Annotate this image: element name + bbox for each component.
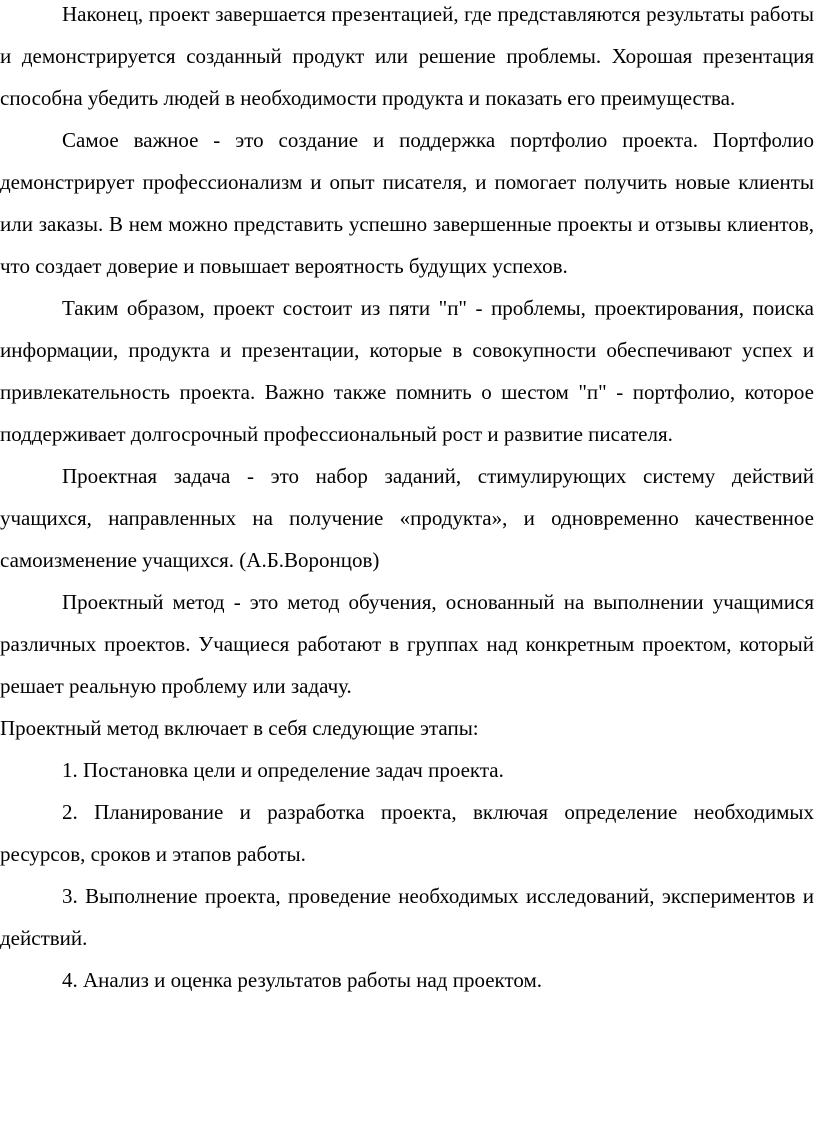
list-item-stage-4: 4. Анализ и оценка результатов работы над проектом. — [62, 968, 542, 992]
paragraph-project-method: Проектный метод - это метод обучения, основанный на выполнении учащимися различных проектов. Учащиеся работают в группах над конкретным проектом, который решает реальную проблему или задачу. — [0, 590, 814, 698]
list-item-stage-2: 2. Планирование и разработка проекта, включая определение необходимых ресурсов, сроков и этапов работы. — [0, 800, 814, 866]
list-item-stage-1: 1. Постановка цели и определение задач проекта. — [62, 758, 504, 782]
paragraph-portfolio: Самое важное - это создание и поддержка портфолио проекта. Портфолио демонстрирует профессионализм и опыт писателя, и помогает получить новые клиенты или заказы. В нем можно представить успешно завершенные проекты и отзывы клиентов, что создает доверие и повышает вероятность будущих успехов. — [0, 128, 814, 278]
list-item-stage-3: 3. Выполнение проекта, проведение необходимых исследований, экспериментов и действий. — [0, 884, 814, 950]
paragraph-stages-intro: Проектный метод включает в себя следующие этапы: — [0, 716, 479, 740]
paragraph-five-p: Таким образом, проект состоит из пяти "п" - проблемы, проектирования, поиска информации, продукта и презентации, которые в совокупности обеспечивают успех и привлекательность проекта. Важно также помнить о шестом "п" - портфолио, которое поддерживает долгосрочный профессиональный рост и развитие писателя. — [0, 296, 814, 446]
paragraph-presentation: Наконец, проект завершается презентацией, где представляются результаты работы и демонстрируется созданный продукт или решение проблемы. Хорошая презентация способна убедить людей в необходимости продукта и показать его преимущества. — [0, 2, 814, 110]
paragraph-project-task: Проектная задача - это набор заданий, стимулирующих систему действий учащихся, направленных на получение «продукта», и одновременно качественное самоизменение учащихся. (А.Б.Воронцов) — [0, 464, 814, 572]
